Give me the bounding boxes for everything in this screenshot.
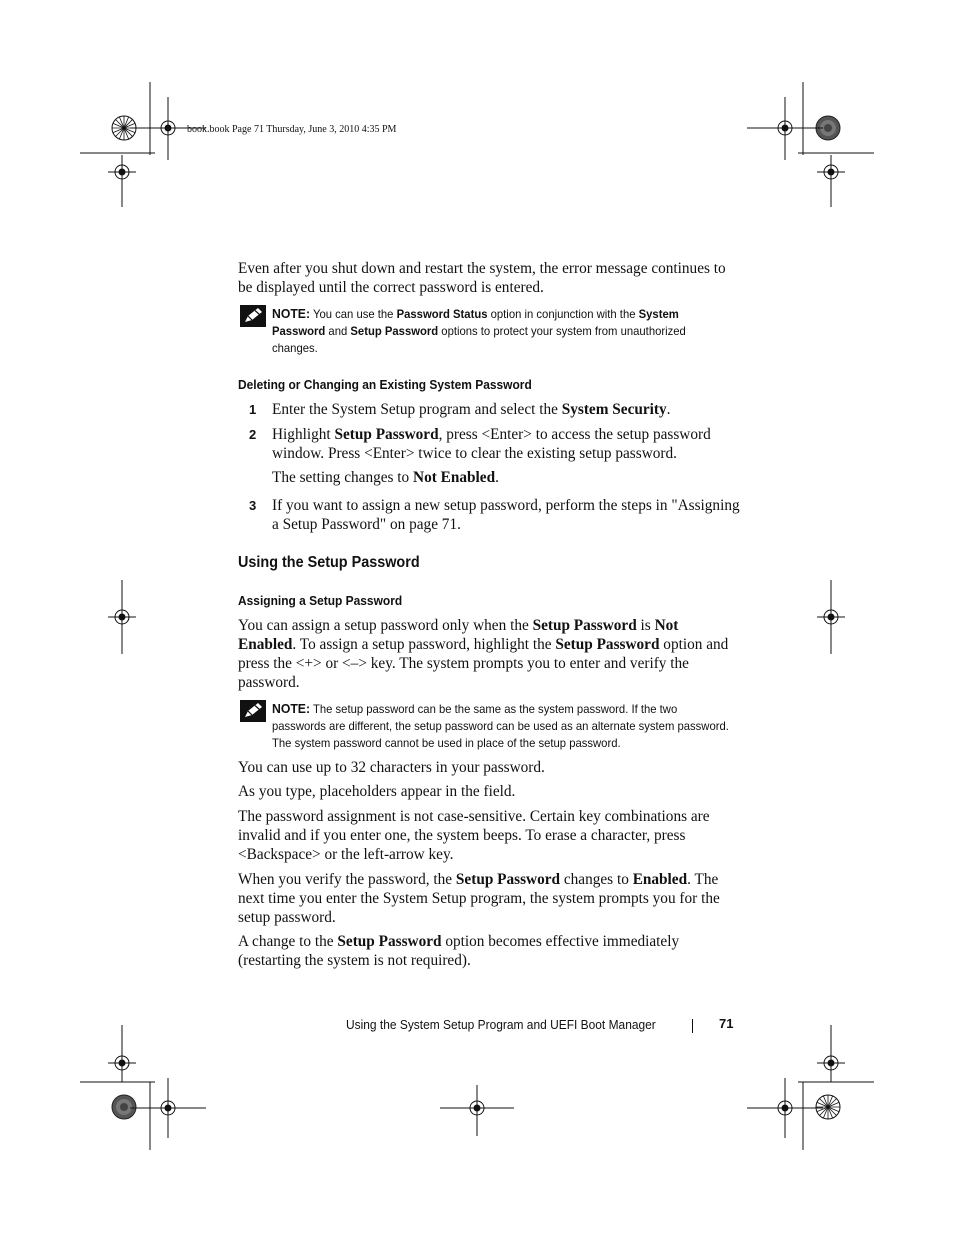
body-keyword: Setup Password — [337, 933, 442, 950]
step-text: . — [495, 469, 499, 486]
body-keyword: Setup Password — [455, 871, 561, 888]
placeholders-paragraph: As you type, placeholders appear in the field. — [238, 783, 516, 800]
body-keyword: Enabled — [632, 871, 688, 888]
note-text: options to protect your system from unauthorized changes. — [272, 324, 686, 355]
body-text: . The next time you enter the System Setup program, the system prompts you for the setup password. — [238, 871, 720, 926]
body-text: . To assign a setup password, highlight the — [292, 636, 556, 653]
step-number: 2 — [249, 427, 257, 442]
step-1-text — [272, 400, 737, 419]
note-pencil-icon — [240, 305, 266, 327]
heading-assigning-setup-password: Assigning a Setup Password — [238, 593, 403, 608]
step-2-result — [272, 468, 737, 487]
note-keyword: System Password — [272, 307, 679, 338]
password-length-paragraph: You can use up to 32 characters in your password. — [238, 759, 545, 776]
footer-chapter-title: Using the System Setup Program and UEFI Boot Manager — [346, 1017, 656, 1032]
body-text: You can assign a setup password only when the — [238, 617, 533, 634]
body-text: A change to the — [238, 933, 338, 950]
case-sensitivity-paragraph: The password assignment is not case-sensitive. Certain key combinations are invalid and if you enter one, the system beeps. To erase a character, press <Backspace> or the left-arrow key. — [238, 808, 710, 863]
heading-deleting-password: Deleting or Changing an Existing System Password — [238, 377, 532, 392]
intro-paragraph: Even after you shut down and restart the system, the error message continues to be displayed until the correct password is entered. — [238, 260, 726, 296]
body-text: is — [636, 617, 655, 634]
print-metadata: book.book Page 71 Thursday, June 3, 2010 4:35 PM — [187, 124, 397, 135]
note-label: NOTE: — [272, 306, 311, 321]
body-keyword: Setup Password — [555, 636, 660, 653]
note-label: NOTE: — [272, 701, 311, 716]
step-keyword: Setup Password — [334, 426, 439, 443]
note-system-password — [272, 305, 733, 357]
step-number: 1 — [249, 402, 257, 417]
footer-separator — [692, 1019, 693, 1033]
body-keyword: Setup Password — [532, 617, 637, 634]
body-text: changes to — [560, 871, 633, 888]
note-keyword: Password Status — [396, 307, 488, 321]
verify-paragraph — [238, 870, 738, 927]
step-text: , press <Enter> to access the setup password window. Press <Enter> twice to clear the existing setup password. — [272, 426, 711, 462]
body-text: option becomes effective immediately (restarting the system is not required). — [238, 933, 680, 969]
note-text: and — [325, 324, 351, 338]
body-text: option and press the <+> or <–> key. The system prompts you to enter and verify the password. — [238, 636, 729, 691]
note-text: option in conjunction with the — [487, 307, 639, 321]
body-text: When you verify the password, the — [238, 871, 456, 888]
note-setup-password — [272, 700, 733, 752]
note-pencil-icon — [240, 700, 266, 722]
step-text: Enter the System Setup program and select the — [272, 401, 562, 418]
step-number: 3 — [249, 498, 257, 513]
note-keyword: Setup Password — [350, 324, 439, 338]
heading-using-setup-password: Using the Setup Password — [238, 554, 420, 571]
step-text: The setting changes to — [272, 469, 414, 486]
assign-paragraph — [238, 616, 738, 692]
page-number: 71 — [719, 1016, 734, 1031]
note-text: You can use the — [310, 307, 397, 321]
step-3-text: If you want to assign a new setup password, perform the steps in "Assigning a Setup Password" on page 71. — [272, 497, 740, 533]
step-2-text — [272, 425, 737, 463]
step-text: Highlight — [272, 426, 335, 443]
step-text: . — [666, 401, 671, 418]
note-text: The setup password can be the same as the system password. If the two passwords are different, the setup password can be used as an alternate system password. The system password cannot be used in place of the setup password. — [272, 702, 729, 750]
effective-paragraph — [238, 932, 738, 970]
step-keyword: Not Enabled — [413, 469, 496, 486]
body-keyword: Not Enabled — [238, 617, 679, 653]
step-keyword: System Security — [561, 401, 667, 418]
